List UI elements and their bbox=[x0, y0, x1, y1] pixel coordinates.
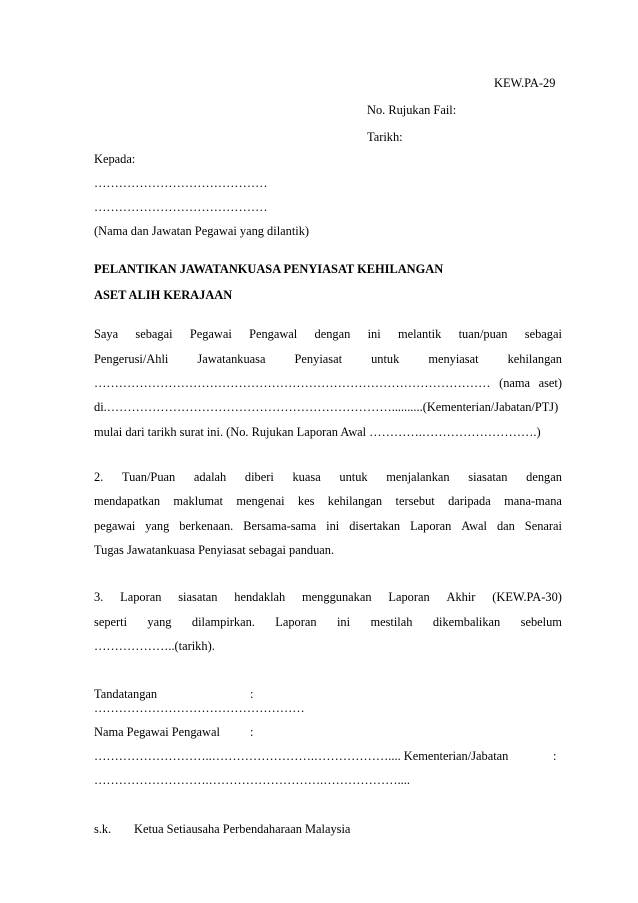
word: dilampirkan. bbox=[191, 615, 255, 629]
word: menyiasat bbox=[428, 352, 479, 366]
word: dikembalikan bbox=[432, 615, 501, 629]
word: kes bbox=[297, 494, 315, 508]
recipient-note: (Nama dan Jawatan Pegawai yang dilantik) bbox=[94, 224, 310, 238]
word: melantik bbox=[397, 327, 442, 341]
word: mestilah bbox=[370, 615, 413, 629]
word: tuan/puan bbox=[458, 327, 508, 341]
word: seperti bbox=[94, 615, 128, 629]
word: siasatan bbox=[468, 470, 508, 484]
paragraph-3-line-3: ………………..(tarikh). bbox=[94, 639, 215, 653]
word: berkenaan. bbox=[179, 519, 234, 533]
word: Saya bbox=[94, 327, 119, 341]
officer-line-2: ……………………….……………………….……………….... bbox=[94, 773, 410, 787]
word: Bersama-sama bbox=[243, 519, 317, 533]
word: dan bbox=[496, 519, 515, 533]
officer-colon: : bbox=[250, 725, 254, 739]
word: sebagai bbox=[524, 327, 562, 341]
word: Penyiasat bbox=[294, 352, 343, 366]
word: Pegawai bbox=[189, 327, 232, 341]
word: Senarai bbox=[524, 519, 562, 533]
word: (nama bbox=[499, 376, 531, 390]
word: aset) bbox=[538, 376, 562, 390]
word: Pengawal bbox=[249, 327, 298, 341]
signature-colon: : bbox=[250, 687, 254, 701]
word: Tuan/Puan bbox=[121, 470, 176, 484]
date-label: Tarikh: bbox=[367, 130, 403, 144]
word: untuk bbox=[371, 352, 400, 366]
word: sebelum bbox=[520, 615, 562, 629]
word: Awal bbox=[461, 519, 487, 533]
word: ini bbox=[336, 615, 351, 629]
paragraph-1-line-4: di.……………………………………………………………..........(Kementerian/Jabatan/PTJ) bbox=[94, 400, 559, 414]
word: yang bbox=[147, 615, 172, 629]
word: Laporan bbox=[275, 615, 317, 629]
ref-file-label: No. Rujukan Fail: bbox=[367, 103, 457, 117]
word: Jawatankuasa bbox=[197, 352, 266, 366]
paragraph-2-line-3 bbox=[94, 518, 562, 534]
word: kehilangan bbox=[507, 352, 562, 366]
paragraph-1-line-3 bbox=[94, 375, 562, 391]
word: yang bbox=[145, 519, 170, 533]
word: hendaklah bbox=[234, 590, 286, 604]
paragraph-2-line-2 bbox=[94, 493, 562, 509]
word: menggunakan bbox=[302, 590, 372, 604]
word: daripada bbox=[448, 494, 491, 508]
word: pegawai bbox=[94, 519, 136, 533]
paragraph-1-line-5: mulai dari tarikh surat ini. (No. Rujukan Laporan Awal ………….……………………….) bbox=[94, 425, 541, 439]
officer-ministry-line: ………………………..…………………….……………….... Kementerian/Jabatan bbox=[94, 749, 509, 763]
officer-colon-2: : bbox=[553, 749, 557, 763]
word: mengenai bbox=[236, 494, 285, 508]
paragraph-3-line-2 bbox=[94, 614, 562, 630]
paragraph-1-line-2 bbox=[94, 351, 562, 367]
word: 2. bbox=[94, 470, 104, 484]
word: mendapatkan bbox=[94, 494, 161, 508]
word: 3. bbox=[94, 590, 104, 604]
word: dengan bbox=[314, 327, 351, 341]
word: menjalankan bbox=[386, 470, 450, 484]
word: Laporan bbox=[388, 590, 430, 604]
word: adalah bbox=[193, 470, 227, 484]
word: kehilangan bbox=[327, 494, 383, 508]
word: (KEW.PA-30) bbox=[492, 590, 562, 604]
paragraph-1-line-1 bbox=[94, 326, 562, 342]
word: disertakan bbox=[349, 519, 401, 533]
recipient-line-1: …………………………………… bbox=[94, 176, 268, 190]
word: siasatan bbox=[178, 590, 218, 604]
word: ini bbox=[367, 327, 381, 341]
word: sebagai bbox=[135, 327, 173, 341]
officer-label: Nama Pegawai Pengawal bbox=[94, 725, 220, 739]
recipient-label: Kepada: bbox=[94, 152, 136, 166]
word: tersebut bbox=[395, 494, 435, 508]
word: …………………………………………………………………………………… bbox=[94, 376, 491, 390]
word: Laporan bbox=[120, 590, 162, 604]
signature-label: Tandatangan bbox=[94, 687, 158, 701]
cc-text: Ketua Setiausaha Perbendaharaan Malaysia bbox=[134, 822, 351, 836]
recipient-line-2: …………………………………… bbox=[94, 200, 268, 214]
word: kuasa bbox=[292, 470, 321, 484]
paragraph-3-line-1 bbox=[94, 589, 562, 605]
word: dengan bbox=[526, 470, 562, 484]
title-line-1: PELANTIKAN JAWATANKUASA PENYIASAT KEHILANGAN bbox=[94, 262, 444, 276]
word: Laporan bbox=[410, 519, 452, 533]
signature-line: …………………………………………… bbox=[94, 701, 305, 715]
paragraph-2-line-4: Tugas Jawatankuasa Penyiasat sebagai panduan. bbox=[94, 543, 335, 557]
word: Pengerusi/Ahli bbox=[94, 352, 169, 366]
word: untuk bbox=[339, 470, 368, 484]
word: diberi bbox=[244, 470, 274, 484]
word: mana-mana bbox=[504, 494, 562, 508]
title-line-2: ASET ALIH KERAJAAN bbox=[94, 288, 233, 302]
word: Akhir bbox=[446, 590, 476, 604]
form-code: KEW.PA-29 bbox=[494, 76, 556, 90]
word: ini bbox=[326, 519, 340, 533]
word: maklumat bbox=[173, 494, 223, 508]
paragraph-2-line-1 bbox=[94, 469, 562, 485]
cc-prefix: s.k. bbox=[94, 822, 112, 836]
